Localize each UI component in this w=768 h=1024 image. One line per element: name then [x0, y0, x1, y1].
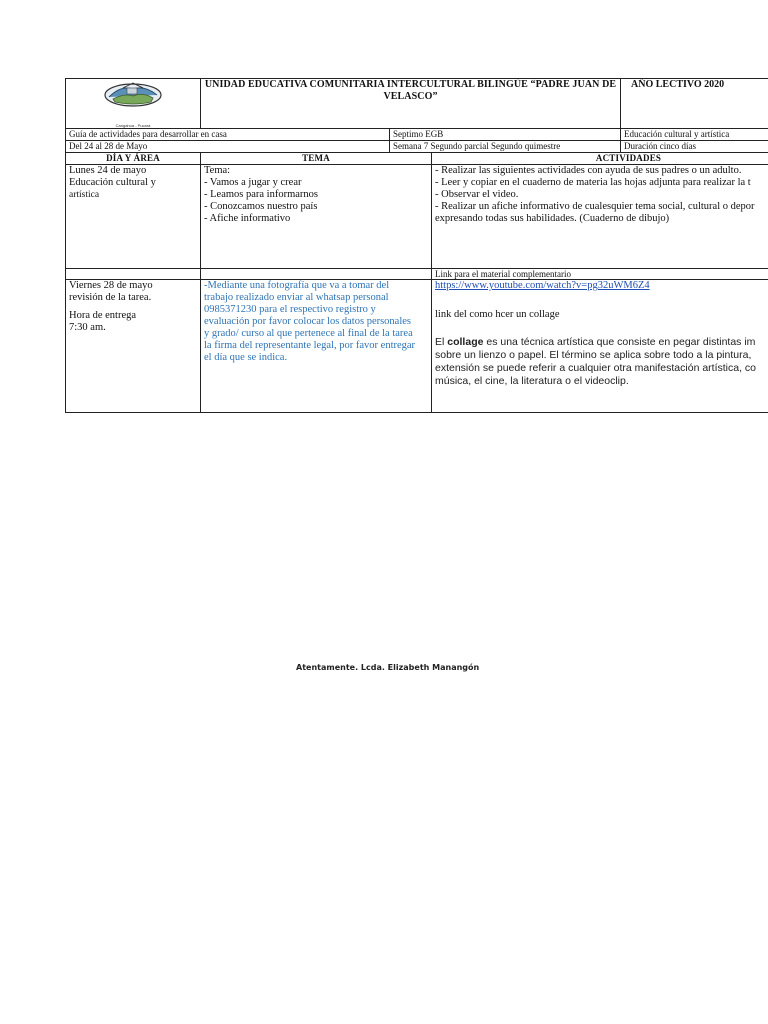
logo-cell [66, 79, 201, 129]
instruction-line: evaluación por favor colocar los datos personales [204, 316, 412, 327]
column-header-row [66, 153, 768, 165]
collage-line: sobre un lienzo o papel. El término se aplica sobre todo a la pintura, [435, 349, 752, 361]
friday-row [66, 280, 768, 413]
date-range: Del 24 al 28 de Mayo [66, 141, 390, 153]
monday-row [66, 165, 768, 269]
monday-topics [201, 165, 432, 269]
activity-line: - Leer y copiar en el cuaderno de materia las hojas adjunta para realizar la t [435, 177, 751, 188]
grade-label: Septimo EGB [390, 129, 621, 141]
delivery-line: Hora de entrega [69, 310, 137, 321]
monday-activities [432, 165, 768, 269]
subject-label: Educación cultural y artística [621, 129, 768, 141]
material-empty-topic [201, 269, 432, 280]
instruction-line: y grado/ curso al que pertenece al final de la tarea [204, 328, 413, 339]
school-name-line2: VELASCO” [383, 91, 438, 102]
week-label: Semana 7 Segundo parcial Segundo quimestre [390, 141, 621, 153]
day-line: Viernes 28 de mayo [69, 280, 153, 291]
instruction-line: -Mediante una fotografía que va a tomar del [204, 280, 390, 291]
delivery-line: 7:30 am. [69, 322, 106, 333]
info-row-1 [66, 129, 768, 141]
column-day-area: DÍA Y ÁREA [66, 153, 201, 165]
instruction-line: 0985371230 para el respectivo registro y [204, 304, 376, 315]
logo-caption: Cangahua - Pucará [115, 123, 151, 128]
friday-day-area [66, 280, 201, 413]
info-row-2 [66, 141, 768, 153]
guide-title: Guía de actividades para desarrollar en casa [66, 129, 390, 141]
activity-line: expresando todas sus habilidades. (Cuaderno de dibujo) [435, 213, 670, 224]
material-empty-day [66, 269, 201, 280]
monday-day-area [66, 165, 201, 269]
collage-line: música, el cine, la literatura o el videoclip. [435, 375, 629, 387]
activity-line: - Realizar un afiche informativo de cualesquier tema social, cultural o depor [435, 201, 755, 212]
duration-label: Duración cinco días [621, 141, 768, 153]
column-activities: ACTIVIDADES [432, 153, 768, 165]
topic-line: Tema: [204, 165, 231, 176]
signature: Atentamente. Lcda. Elizabeth Manangón [296, 663, 480, 672]
school-year: AÑO LECTIVO 2020 [621, 79, 768, 129]
material-row [66, 269, 768, 280]
topic-line: - Leamos para informarnos [204, 189, 318, 200]
instruction-line: trabajo realizado enviar al whatsap personal [204, 292, 389, 303]
friday-resources [432, 280, 768, 413]
friday-instructions [201, 280, 432, 413]
day-line: revisión de la tarea. [69, 292, 152, 303]
topic-line: - Conozcamos nuestro país [204, 201, 318, 212]
collage-description: El collage es una técnica artística que consiste en pegar distintas im sobre un lienzo o papel. El término se aplica sobre todo a la pintura, extensión se puede referir a cualquier otra manifestación artística, co música, el cine, la literatura o el videoclip. [435, 336, 768, 388]
column-topic: TEMA [201, 153, 432, 165]
topic-line: - Afiche informativo [204, 213, 291, 224]
topic-line: - Vamos a jugar y crear [204, 177, 302, 188]
school-logo-icon [101, 79, 165, 119]
collage-keyword: collage [447, 336, 484, 348]
school-name-line1: UNIDAD EDUCATIVA COMUNITARIA INTERCULTURAL BILINGÜE “PADRE JUAN DE [204, 79, 617, 90]
youtube-video-link[interactable]: https://www.youtube.com/watch?v=pg32uWM6Z4 [435, 280, 650, 291]
day-line: Educación cultural y [69, 177, 156, 188]
instruction-line: el día que se indica. [204, 352, 288, 363]
activity-line: - Observar el video. [435, 189, 519, 200]
collage-link-label: link del como hcer un collage [435, 309, 560, 320]
school-name [201, 79, 621, 129]
collage-line: extensión se puede referir a cualquier otra manifestación artística, co [435, 362, 757, 374]
day-line: Lunes 24 de mayo [69, 165, 147, 176]
activity-line: - Realizar las siguientes actividades con ayuda de sus padres o un adulto. [435, 165, 742, 176]
activity-guide-table [65, 78, 768, 413]
material-label: Link para el material complementario [432, 269, 768, 280]
day-line: artística [69, 190, 100, 200]
instruction-line: la firma del representante legal, por favor entregar [204, 340, 416, 351]
header-row [66, 79, 768, 129]
